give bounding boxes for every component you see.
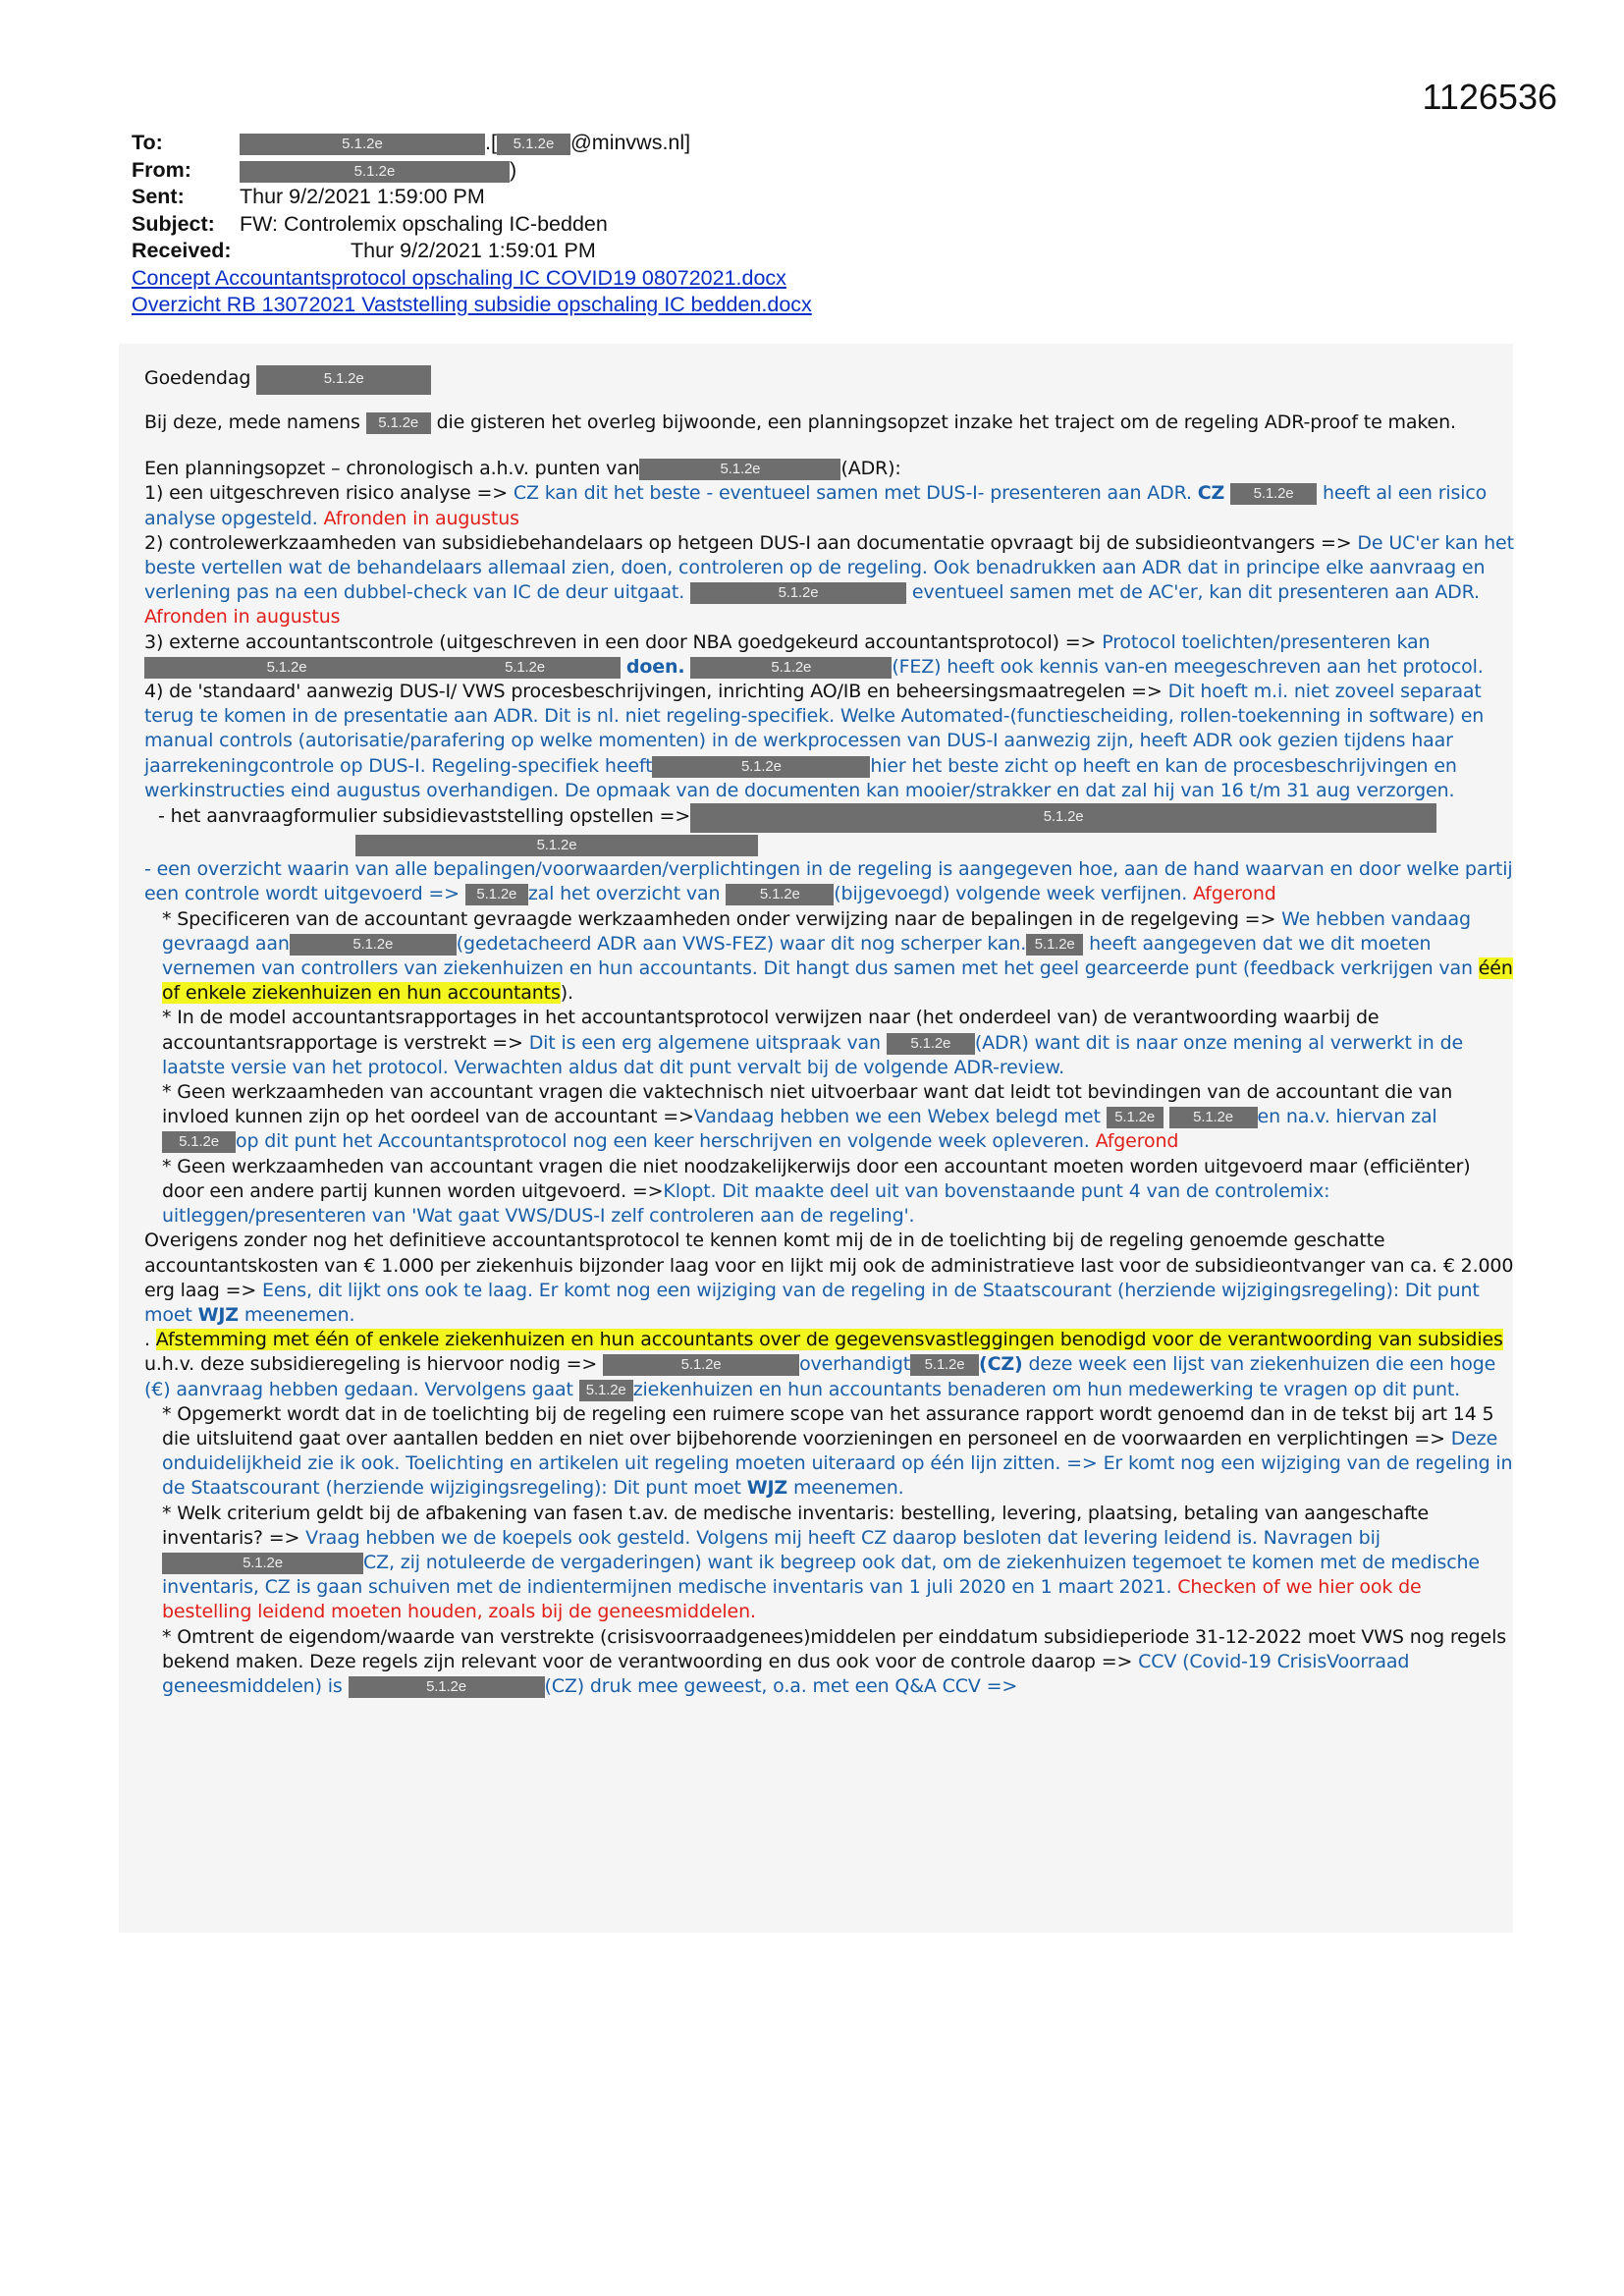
- dash-item-overview: - een overzicht waarin van alle bepalingen/voorwaarden/verplichtingen in de regeling is aangegeven hoe, aan de hand waarvan en door welke partij een controle wordt uitgevoerd => 5.1.2e zal het overzicht van 5.1.2e (bijgevoegd) volgende week verfijnen. Afgerond: [144, 858, 1513, 905]
- redaction: 5.1.2e: [1230, 483, 1317, 505]
- redaction: 5.1.2e: [887, 1033, 975, 1055]
- overigens-paragraph: Overigens zonder nog het definitieve accountantsprotocol te kennen komt mij de in de toelichting bij de regeling genoemde geschatte accountantskosten van € 1.000 per ziekenhuis bijzonder laag voor en lijkt mij ook de administratieve last voor de subsidieontvanger van ca. € 2.000 erg laag => Eens, dit lijkt ons ook te laag. Er komt nog een wijziging van de regeling in de Staatscourant (herziende wijzigingsregeling): Dit punt moet WJZ meenemen.: [144, 1230, 1514, 1326]
- subject-label: Subject:: [132, 211, 215, 236]
- redaction: 5.1.2e: [349, 1676, 545, 1698]
- redaction: 5.1.2e: [429, 657, 621, 679]
- redaction: 5.1.2e: [162, 1553, 363, 1574]
- redaction: 5.1.2e: [240, 134, 485, 155]
- received-label: Received:: [132, 239, 232, 262]
- redaction-line: [144, 833, 1514, 857]
- to-label: To:: [132, 131, 163, 154]
- star-item-vaktechnisch: * Geen werkzaamheden van accountant vragen die vaktechnisch niet uitvoerbaar want dat leidt tot bevindingen van de accountant die van invloed kunnen zijn op het oordeel van de accountant =>Vandaag hebben we een Webex belegd met 5.1.2e 5.1.2e en na.v. hiervan zal 5.1.2e op dit punt het Accountantsprotocol nog een keer herschrijven en volgende week opleveren. Afgerond: [162, 1081, 1453, 1153]
- redaction: 5.1.2e: [1169, 1107, 1258, 1128]
- star-item-criterium: * Welk criterium geldt bij de afbakening van fasen t.av. de medische inventaris: bestelling, levering, plaatsing, betaling van aangeschafte inventaris? => Vraag hebben we de koepels ook gesteld. Volgens mij heeft CZ daarop besloten dat levering leidend is. Navragen bij 5.1.2e CZ, zij notuleerde de vergaderingen) want ik begreep ook dat, om de ziekenhuizen tegemoet te komen met de medische inventaris, CZ is gaan schuiven met de indientermijnen medische inventaris van 1 juli 2020 en 1 maart 2021. Checken of we hier ook de bestelling leidend moeten houden, zoals bij de geneesmiddelen.: [162, 1502, 1480, 1623]
- star-item-scope: * Opgemerkt wordt dat in de toelichting bij de regeling een ruimere scope van het assurance rapport wordt genoemd dan in de tekst bij art 14 5 die uitsluitend gaat over aantallen bedden en niet over bijbehorende voorzieningen en personeel en de voorwaarden en verplichtingen => Deze onduidelijkheid zie ik ook. Toelichting en artikelen uit regeling moeten uiteraard op één lijn zitten. => Er komt nog een wijziging van de regeling in de Staatscourant (herziende wijzigingsregeling): Dit punt moet WJZ meenemen.: [162, 1402, 1513, 1500]
- received-value: Thur 9/2/2021 1:59:01 PM: [351, 239, 596, 262]
- point-4: 4) de 'standaard' aanwezig DUS-I/ VWS procesbeschrijvingen, inrichting AO/IB en beheersingsmaatregelen => Dit hoeft m.i. niet zoveel separaat terug te komen in de presentatie aan ADR. Dit is nl. niet regeling-specifiek. Welke Automated-(functiescheiding, rollen-toekenning in software) en manual controls (autorisatie/parafering op welke momenten) in de werkprocessen van DUS-I aanwezig zijn, heeft ADR ook gezien tijdens haar jaarrekeningcontrole op DUS-I. Regeling-specifiek heeft 5.1.2e hier het beste zicht op heeft en kan de procesbeschrijvingen en werkinstructies eind augustus overhandigen. De opmaak van de documenten kan mooier/strakker en dat zal hij van 16 t/m 31 aug verzorgen.: [144, 681, 1485, 801]
- redaction: 5.1.2e: [603, 1354, 799, 1376]
- dash-item-form: - het aanvraagformulier subsidievaststelling opstellen => 5.1.2e: [144, 803, 1514, 833]
- redaction: 5.1.2e: [256, 365, 431, 395]
- redaction: 5.1.2e: [144, 657, 429, 679]
- redaction: 5.1.2e: [366, 412, 431, 434]
- redaction: 5.1.2e: [690, 657, 892, 679]
- redaction: 5.1.2e: [652, 756, 870, 778]
- redaction: 5.1.2e: [240, 161, 510, 183]
- intro-paragraph: Bij deze, mede namens 5.1.2e die gisteren het overleg bijwoonde, een planningsopzet inzake het traject om de regeling ADR-proof te maken.: [144, 411, 1456, 433]
- point-3: 3) externe accountantscontrole (uitgeschreven in een door NBA goedgekeurd accountantsprotocol) => Protocol toelichten/presenteren kan5.1.2e 5.1.2e doen. 5.1.2e (FEZ) heeft ook kennis van-en meegeschreven aan het protocol.: [144, 630, 1484, 678]
- sent-row: [132, 184, 812, 211]
- sent-value: Thur 9/2/2021 1:59:00 PM: [240, 185, 485, 208]
- subject-row: [132, 211, 812, 239]
- from-label: From:: [132, 157, 191, 182]
- to-row: To: 5.1.2e .[ 5.1.2e @minvws.nl]: [132, 130, 812, 157]
- plan-intro: Een planningsopzet – chronologisch a.h.v. punten van 5.1.2e (ADR):: [144, 458, 901, 480]
- redaction: 5.1.2e: [690, 582, 906, 604]
- star-item-efficient: * Geen werkzaamheden van accountant vragen die niet noodzakelijkerwijs door een accountant moeten worden uitgevoerd maar (efficiënter) door een andere partij kunnen worden uitgevoerd. =>Klopt. Dit maakte deel uit van bovenstaande punt 4 van de controlemix: uitleggen/presenteren van 'Wat gaat VWS/DUS-I zelf controleren aan de regeling'.: [162, 1155, 1471, 1228]
- sent-label: Sent:: [132, 185, 185, 208]
- attachment-link[interactable]: Concept Accountantsprotocol opschaling IC COVID19 08072021.docx: [132, 265, 786, 290]
- redaction: 5.1.2e: [290, 934, 457, 956]
- redaction: 5.1.2e: [579, 1380, 633, 1401]
- subject-value: FW: Controlemix opschaling IC-bedden: [240, 211, 608, 236]
- redaction: 5.1.2e: [1107, 1107, 1164, 1128]
- star-item-rapportages: * In de model accountantsrapportages in het accountantsprotocol verwijzen naar (het onderdeel van) de verantwoording waarbij de accountantsrapportage is verstrekt => Dit is een erg algemene uitspraak van 5.1.2e (ADR) want dit is naar onze mening al verwerkt in de laatste versie van het protocol. Verwachten aldus dat dit punt vervalt bij de volgende ADR-review.: [162, 1007, 1464, 1078]
- document-id: 1126536: [1422, 77, 1557, 117]
- redaction: 5.1.2e: [497, 134, 570, 155]
- to-domain: @minvws.nl]: [569, 131, 691, 154]
- redaction: 5.1.2e: [465, 884, 528, 905]
- point-1: 1) een uitgeschreven risico analyse => CZ kan dit het beste - eventueel samen met DUS-I- presenteren aan ADR. CZ 5.1.2e heeft al een risico analyse opgesteld. Afronden in augustus: [144, 482, 1488, 529]
- redaction: 5.1.2e: [690, 803, 1436, 833]
- point-2: 2) controlewerkzaamheden van subsidiebehandelaars op hetgeen DUS-I aan documentatie opvraagt bij de subsidieontvangers => De UC'er kan het beste vertellen wat de behandelaars allemaal zien, doen, controleren op de regeling. Ook benadrukken aan ADR dat in principe elke aanvraag en verlening pas na een dubbel-check van IC de deur uitgaat. 5.1.2e eventueel samen met de AC'er, kan dit presenteren aan ADR. Afronden in augustus: [144, 531, 1514, 629]
- afstemming-paragraph: . Afstemming met één of enkele ziekenhuizen en hun accountants over de gegevensvastleggingen benodigd voor de verantwoording van subsidies u.h.v. deze subsidieregeling is hiervoor nodig => 5.1.2e overhandigt 5.1.2e (CZ) deze week een lijst van ziekenhuizen die een hoge (€) aanvraag hebben gedaan. Vervolgens gaat 5.1.2e ziekenhuizen en hun accountants benaderen om hun medewerking te vragen op dit punt.: [144, 1329, 1503, 1400]
- redaction: 5.1.2e: [355, 835, 758, 856]
- star-item-eigendom: * Omtrent de eigendom/waarde van verstrekte (crisisvoorraadgenees)middelen per einddatum subsidieperiode 31-12-2022 moet VWS nog regels bekend maken. Deze regels zijn relevant voor de verantwoording en dus ook voor de controle daarop => CCV (Covid-19 CrisisVoorraad geneesmiddelen) is 5.1.2e (CZ) druk mee geweest, o.a. met een Q&A CCV =>: [162, 1625, 1506, 1697]
- star-item-specificeren: * Specificeren van de accountant gevraagde werkzaamheden onder verwijzing naar de bepalingen in de regelgeving => We hebben vandaag gevraagd aan 5.1.2e (gedetacheerd ADR aan VWS-FEZ) waar dit nog scherper kan. 5.1.2e heeft aangegeven dat we dit moeten vernemen van controllers van ziekenhuizen en hun accountants. Dit hangt dus samen met het geel gearceerde punt (feedback verkrijgen van één of enkele ziekenhuizen en hun accountants).: [162, 907, 1513, 1005]
- email-body: [119, 344, 1513, 1933]
- redaction: 5.1.2e: [1026, 934, 1083, 956]
- attachment-link[interactable]: Overzicht RB 13072021 Vaststelling subsidie opschaling IC bedden.docx: [132, 293, 812, 316]
- email-header: [132, 130, 812, 319]
- greeting-line: Goedendag 5.1.2e: [144, 365, 1514, 395]
- from-row: From: 5.1.2e ): [132, 157, 812, 185]
- received-row: [132, 238, 812, 265]
- redaction: 5.1.2e: [162, 1131, 236, 1153]
- redaction: 5.1.2e: [639, 459, 840, 480]
- redaction: 5.1.2e: [910, 1354, 979, 1376]
- redaction: 5.1.2e: [726, 884, 834, 905]
